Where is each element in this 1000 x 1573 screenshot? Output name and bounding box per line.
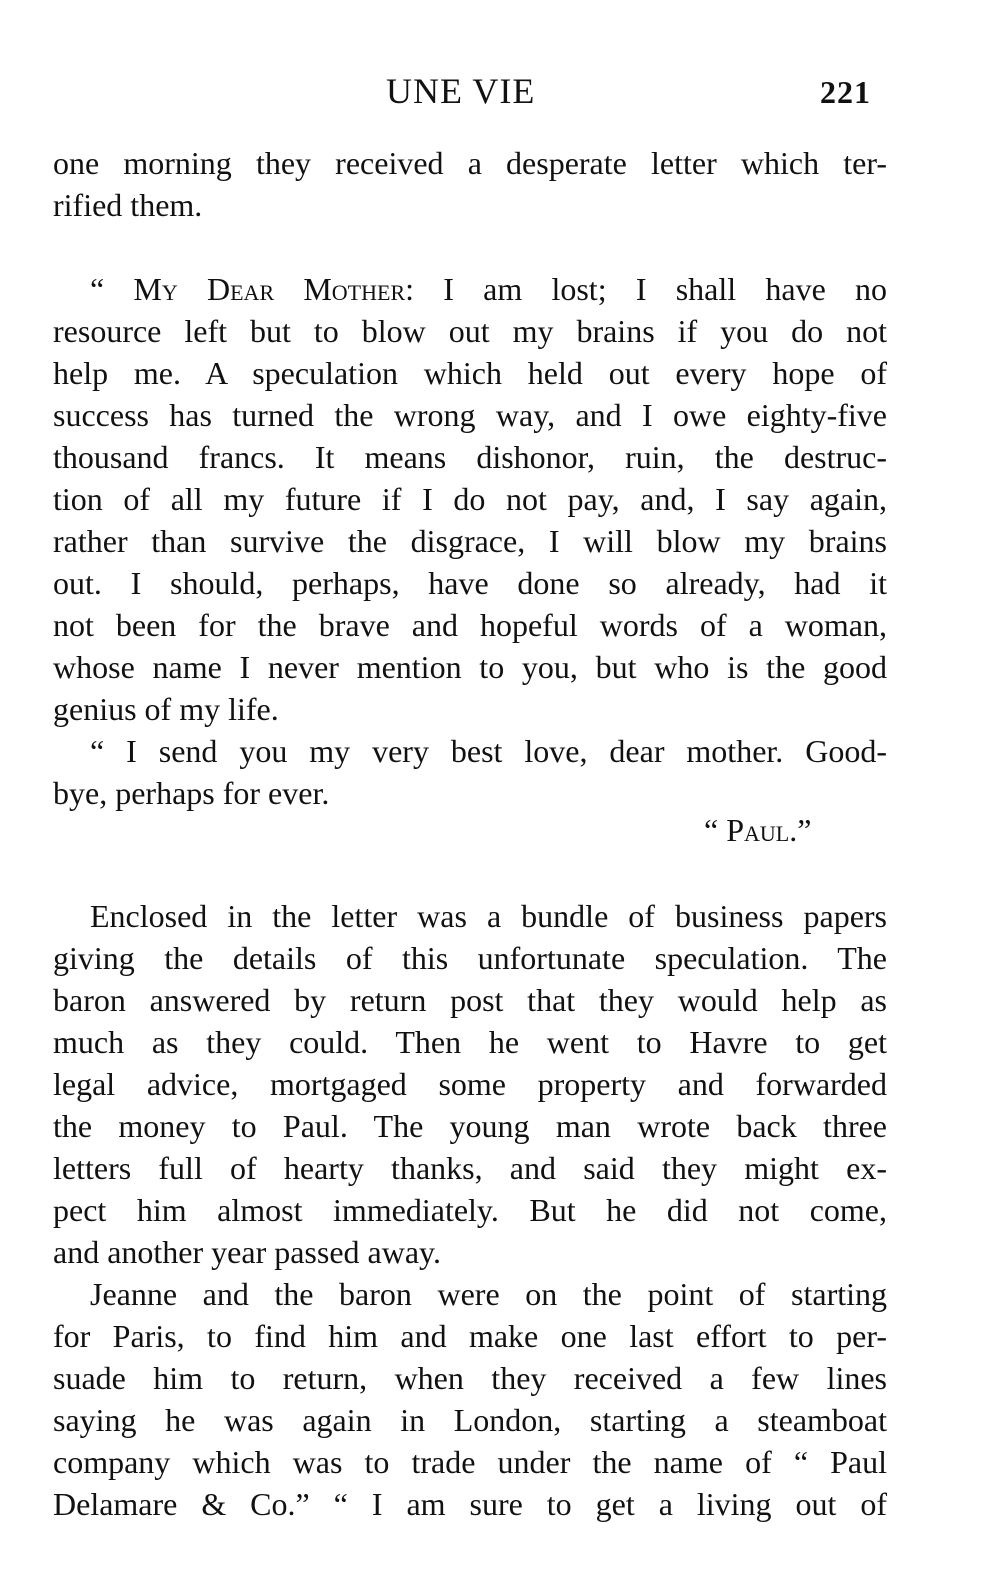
text-line: tion of all my future if I do not pay, and, I say again, [53,481,887,517]
text-line: rified them. [53,187,203,223]
text-line: for Paris, to find him and make one last effort to per- [53,1318,887,1354]
text-line: out. I should, perhaps, have done so already, had it [53,565,887,601]
text-line: legal advice, mortgaged some property and forwarded [53,1066,887,1102]
page-number: 221 [820,74,871,110]
text-line: Enclosed in the letter was a bundle of business papers [90,898,887,934]
text-line: thousand francs. It means dishonor, ruin, the destruc- [53,439,887,475]
text-line: “ I send you my very best love, dear mother. Good- [90,733,887,769]
text-line: genius of my life. [53,691,279,727]
text-line: letters full of hearty thanks, and said they might ex- [53,1150,887,1186]
text-line: much as they could. Then he went to Havre to get [53,1024,887,1060]
text-line: giving the details of this unfortunate speculation. The [53,940,887,976]
letter-salutation-line [90,268,887,310]
text-line: resource left but to blow out my brains if you do not [53,313,887,349]
text-line: help me. A speculation which held out every hope of [53,355,887,391]
text-line: whose name I never mention to you, but who is the good [53,649,887,685]
letter-signature: “ Paul.” [704,812,812,848]
text-line: rather than survive the disgrace, I will blow my brains [53,523,887,559]
salutation: “ My Dear Mother: [90,271,415,307]
letter-text: I am lost; I shall have no [443,271,888,307]
text-line: success has turned the wrong way, and I owe eighty-five [53,397,887,433]
text-line: Jeanne and the baron were on the point of starting [90,1276,887,1312]
text-line: pect him almost immediately. But he did not come, [53,1192,887,1228]
running-title: UNE VIE [386,71,536,111]
text-line: not been for the brave and hopeful words of a woman, [53,607,887,643]
text-line: Delamare & Co.” “ I am sure to get a living out of [53,1486,887,1522]
text-line: saying he was again in London, starting a steamboat [53,1402,887,1438]
text-line: one morning they received a desperate letter which ter- [53,145,887,181]
text-line: baron answered by return post that they would help as [53,982,887,1018]
text-line: suade him to return, when they received a few lines [53,1360,887,1396]
text-line: company which was to trade under the name of “ Paul [53,1444,887,1480]
text-line: bye, perhaps for ever. [53,775,330,811]
text-line: the money to Paul. The young man wrote back three [53,1108,887,1144]
text-line: and another year passed away. [53,1234,441,1270]
